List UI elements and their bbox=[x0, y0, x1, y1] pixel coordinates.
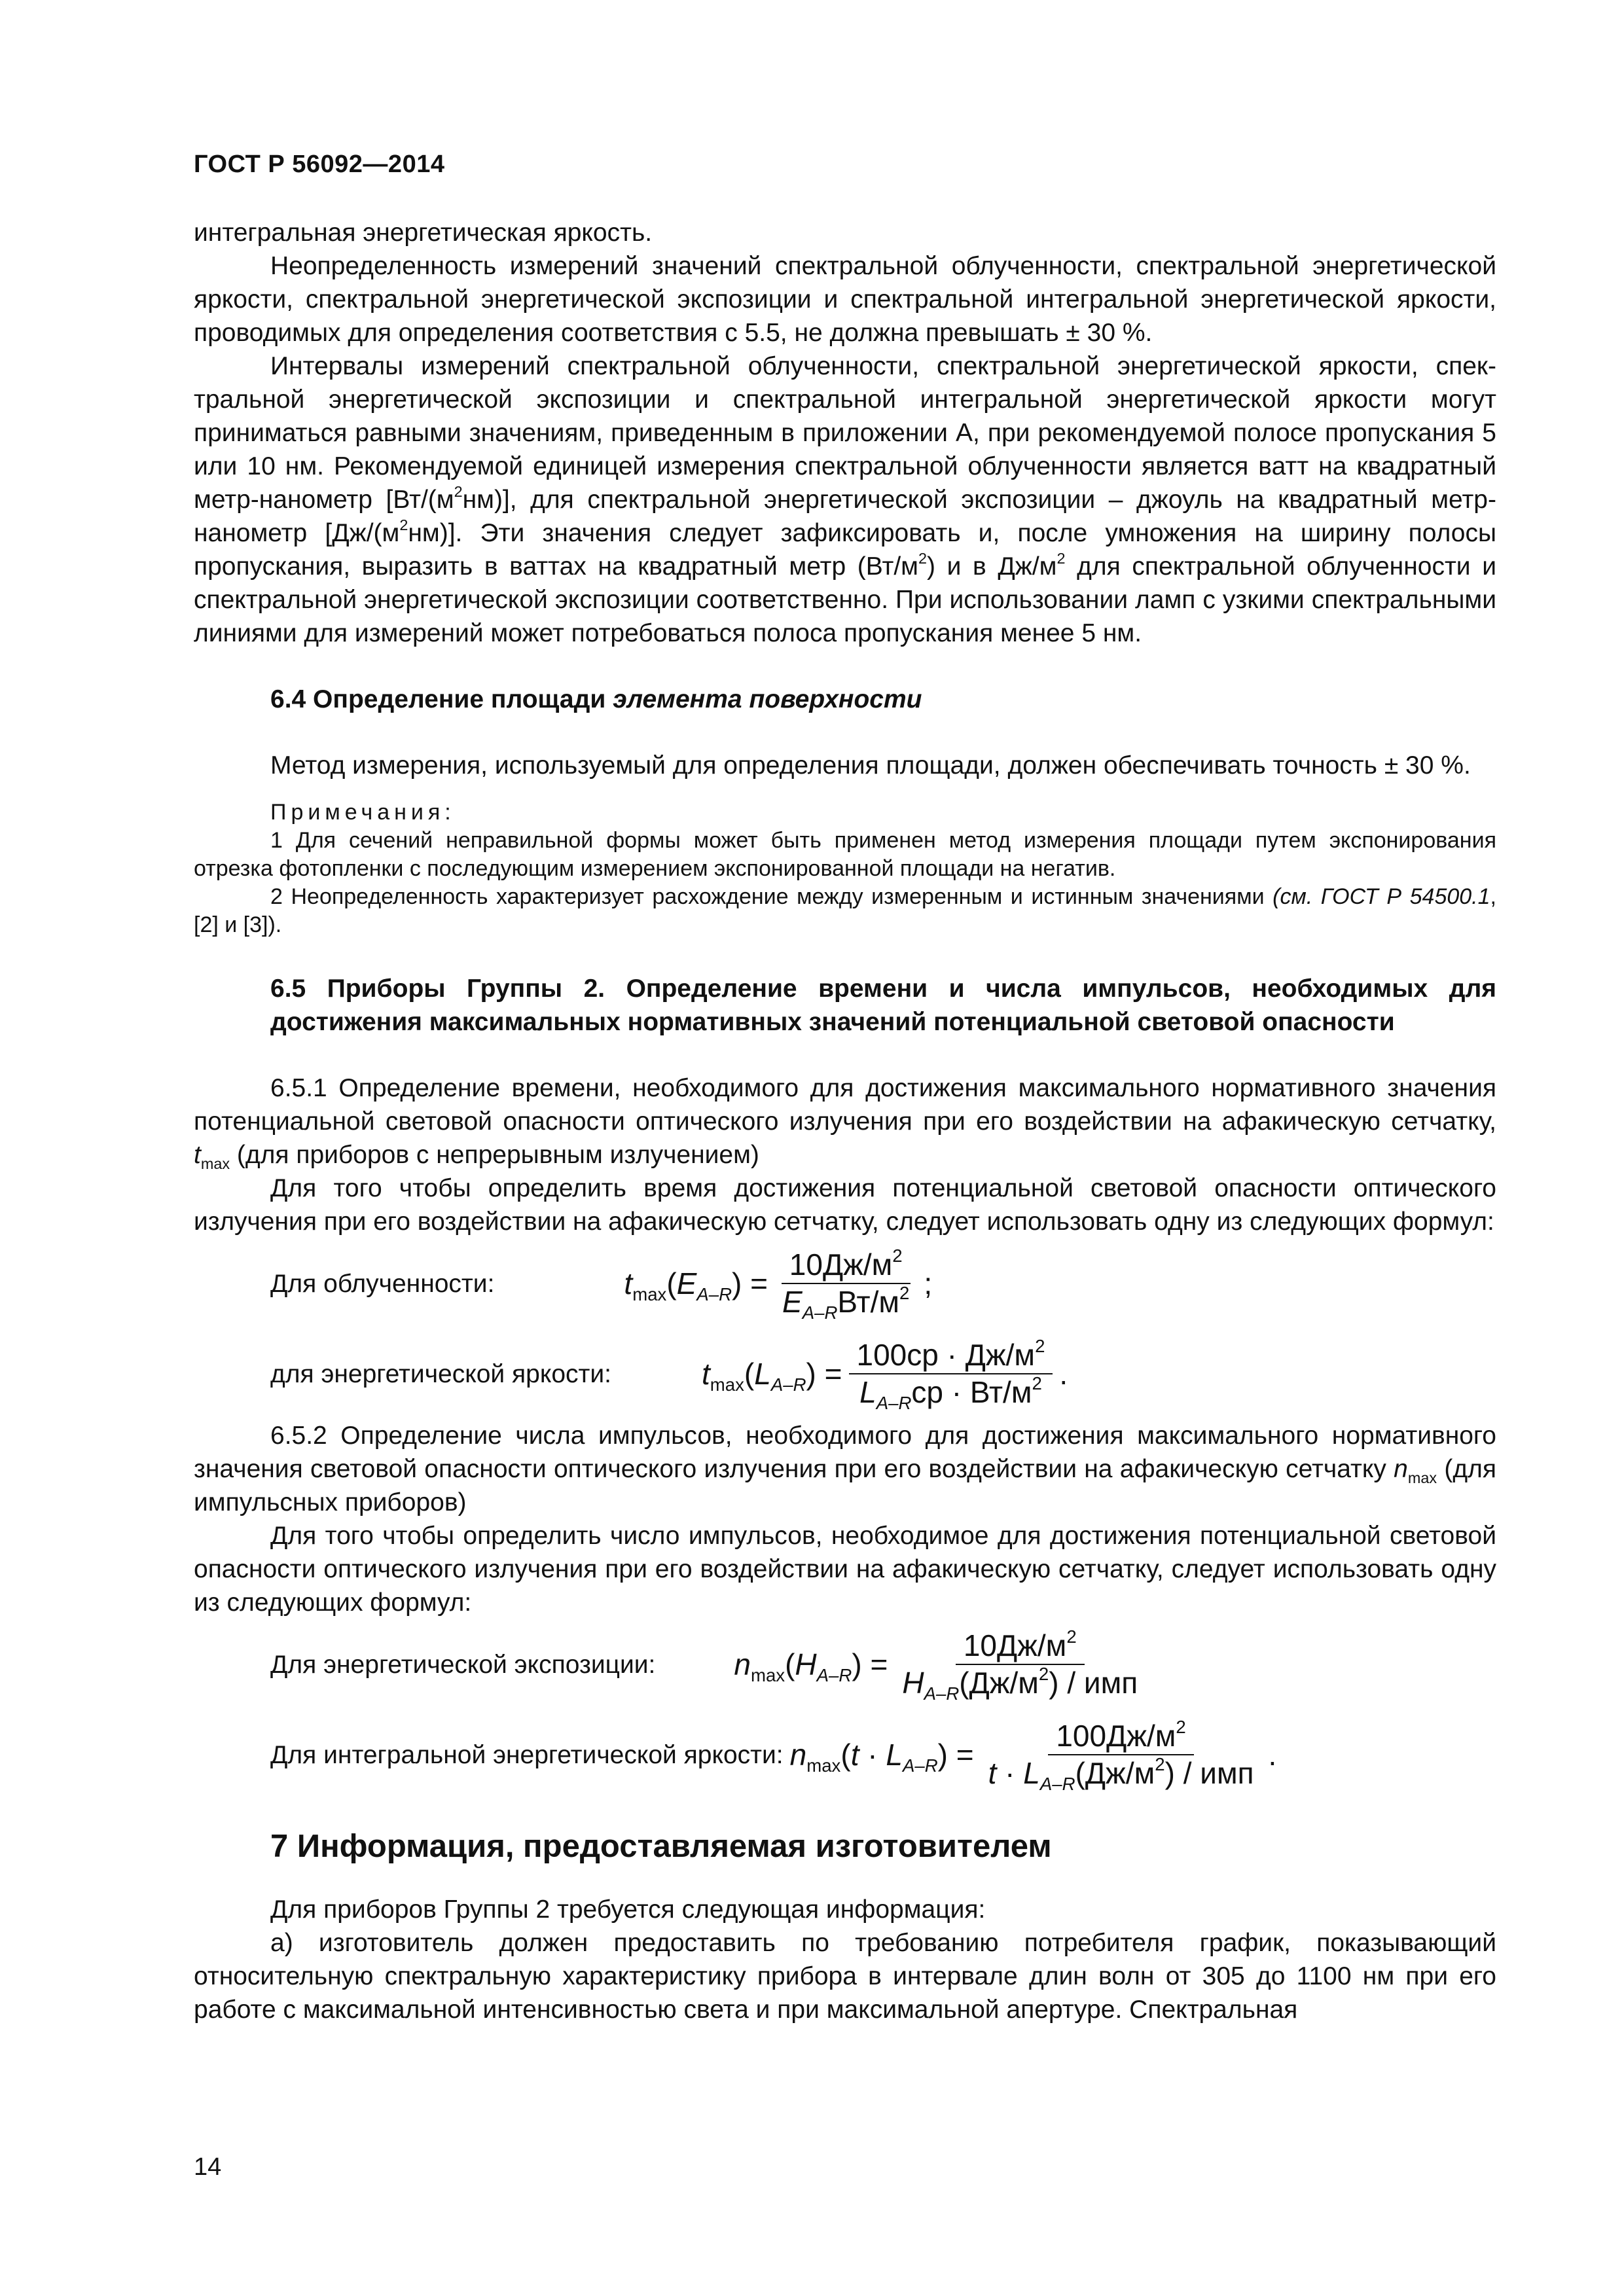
document-header: ГОСТ Р 56092—2014 bbox=[194, 151, 445, 178]
formula-expression bbox=[702, 1335, 1068, 1414]
formula-punctuation: . bbox=[1268, 1737, 1277, 1772]
section-heading-7: 7 Информация, предоставляемая изготовителем bbox=[270, 1829, 1052, 1864]
formula-numerator: $100Дж/м^2$ bbox=[1048, 1719, 1193, 1755]
note-2: 2 Неопределенность характеризует расхождение между измеренным и истинным значениями (см. ГОСТ Р 54500.1, [2] и [3]). bbox=[194, 884, 1496, 937]
formula-label: Для облученности: bbox=[270, 1269, 495, 1298]
paragraph-6-5-2: 6.5.2 Определение числа импульсов, необходимого для достижения максимального нормативного значения световой опасности оптического излучения при его воздействии на афакическую сетчатку $n_{max}$ (для импульсных приборов) bbox=[194, 1422, 1496, 1516]
formula-irradiance bbox=[194, 1238, 1496, 1329]
formula-lhs: $n_{max}(t \cdot L_{A-R})$ = bbox=[789, 1737, 974, 1776]
paragraph-area-method: Метод измерения, используемый для определения площади, должен обеспечивать точность ± 30 %. bbox=[270, 751, 1471, 780]
formula-radiance bbox=[194, 1329, 1496, 1419]
formula-denominator: $L_{A-R}ср \cdot Вт/м^2$ bbox=[859, 1372, 1042, 1414]
paragraph-6-5-2-formulas-intro: Для того чтобы определить число импульсов, необходимое для достижения потенциальной световой опасности оптического излучения при его воздействии на афакическую сетчатку, следует использовать одну из следующих формул: bbox=[194, 1522, 1496, 1617]
formula-expression bbox=[789, 1716, 1277, 1795]
formula-punctuation: . bbox=[1059, 1356, 1068, 1391]
formula-label: Для интегральной энергетической яркости: bbox=[270, 1740, 784, 1769]
formula-fraction bbox=[981, 1716, 1262, 1795]
formula-expression bbox=[734, 1626, 1152, 1704]
formula-denominator: $E_{A-R}Вт/м^2$ bbox=[782, 1282, 910, 1323]
formula-denominator: $t \cdot L_{A-R}(Дж/м^2)$ / имп bbox=[988, 1753, 1254, 1795]
formula-lhs: $n_{max}(H_{A-R})$ = bbox=[734, 1647, 888, 1685]
paragraph-7-item-a: а) изготовитель должен предоставить по требованию потребителя график, показывающий относительную спектральную характеристику прибора в интервале длин волн от 305 до 1100 нм при его работе с максимальной интенсивностью света и при максимальной апертуре. Спектральная bbox=[194, 1929, 1496, 2024]
paragraph-7-intro: Для приборов Группы 2 требуется следующая информация: bbox=[270, 1895, 986, 1924]
formula-lhs: $t_{max}(L_{A-R})$ = bbox=[702, 1356, 842, 1395]
formula-integrated-radiance bbox=[194, 1710, 1496, 1800]
formula-punctuation: ; bbox=[924, 1266, 933, 1300]
formula-radiant-exposure bbox=[194, 1619, 1496, 1710]
formula-fraction bbox=[849, 1335, 1053, 1414]
formula-numerator: $10Дж/м^2$ bbox=[956, 1629, 1085, 1665]
formula-fraction bbox=[894, 1626, 1146, 1704]
section-heading-6-4: 6.4 Определение площади элемента поверхности bbox=[270, 685, 922, 713]
paragraph-6-5-1-formulas-intro: Для того чтобы определить время достижения потенциальной световой опасности оптического излучения при его воздействии на афакическую сетчатку, следует использовать одну из следующих формул: bbox=[194, 1174, 1496, 1236]
formula-lhs: $t_{max}(E_{A-R})$ = bbox=[624, 1266, 768, 1304]
formula-label: Для энергетической экспозиции: bbox=[270, 1650, 656, 1679]
formula-numerator: $100ср \cdot Дж/м^2$ bbox=[849, 1338, 1053, 1374]
paragraph-intervals: Интервалы измерений спектральной облученности, спектральной энергетической яркости, спектральной энергетической экспозиции и спектральной интегральной энергетической яркости могут приниматься равными значениям, приведенным в приложении А, при рекомендуемой полосе пропускания 5 или 10 нм. Рекомендуемой единицей измерения спектральной облученности является ватт на квадратный метр-нанометр $[Вт/(м^2нм)]$, для спектральной энергетической экспозиции – джоуль на квадратный метр-нанометр $[Дж/(м^2нм)]$. Эти значения следует зафиксировать и, после умножения на ширину полосы пропускания, выразить в ваттах на квадратный метр $(Вт/м^2)$ и в $Дж/м^2$ для спектральной облученности и спектральной энергетической экспозиции соответственно. При использовании ламп с узкими спектральными линиями для измерений может потребоваться полоса пропускания менее 5 нм. bbox=[194, 352, 1496, 647]
formula-label: для энергетической яркости: bbox=[270, 1359, 611, 1388]
page-number: 14 bbox=[194, 2153, 222, 2181]
notes-label: Примечания: bbox=[270, 800, 456, 825]
formula-denominator: $H_{A-R}(Дж/м^2)$ / имп bbox=[902, 1663, 1138, 1704]
paragraph-uncertainty: Неопределенность измерений значений спектральной облученности, спектральной энергетической яркости, спектральной энергетической экспозиции и спектральной интегральной энергетической яркости, проводимых для определения соответствия с 5.5, не должна превышать ± 30 %. bbox=[194, 252, 1496, 347]
formula-expression bbox=[624, 1245, 933, 1323]
paragraph-continuation: интегральная энергетическая яркость. bbox=[194, 219, 653, 247]
formula-fraction bbox=[774, 1245, 917, 1323]
formula-numerator: $10Дж/м^2$ bbox=[782, 1248, 911, 1284]
document-body bbox=[194, 216, 1496, 2026]
note-1: 1 Для сечений неправильной формы может быть применен метод измерения площади путем экспонирования отрезка фотопленки с последующим измерением экспонированной площади на негатив. bbox=[194, 828, 1496, 881]
section-heading-6-5: 6.5 Приборы Группы 2. Определение времени и числа импульсов, необходимых для достижения максимальных нормативных значений потенциальной световой опасности bbox=[270, 975, 1496, 1036]
paragraph-6-5-1: 6.5.1 Определение времени, необходимого для достижения максимального нормативного значения потенциальной световой опасности оптического излучения при его воздействии на афакическую сетчатку, $t_{max}$ (для приборов с непрерывным излучением) bbox=[194, 1074, 1496, 1172]
